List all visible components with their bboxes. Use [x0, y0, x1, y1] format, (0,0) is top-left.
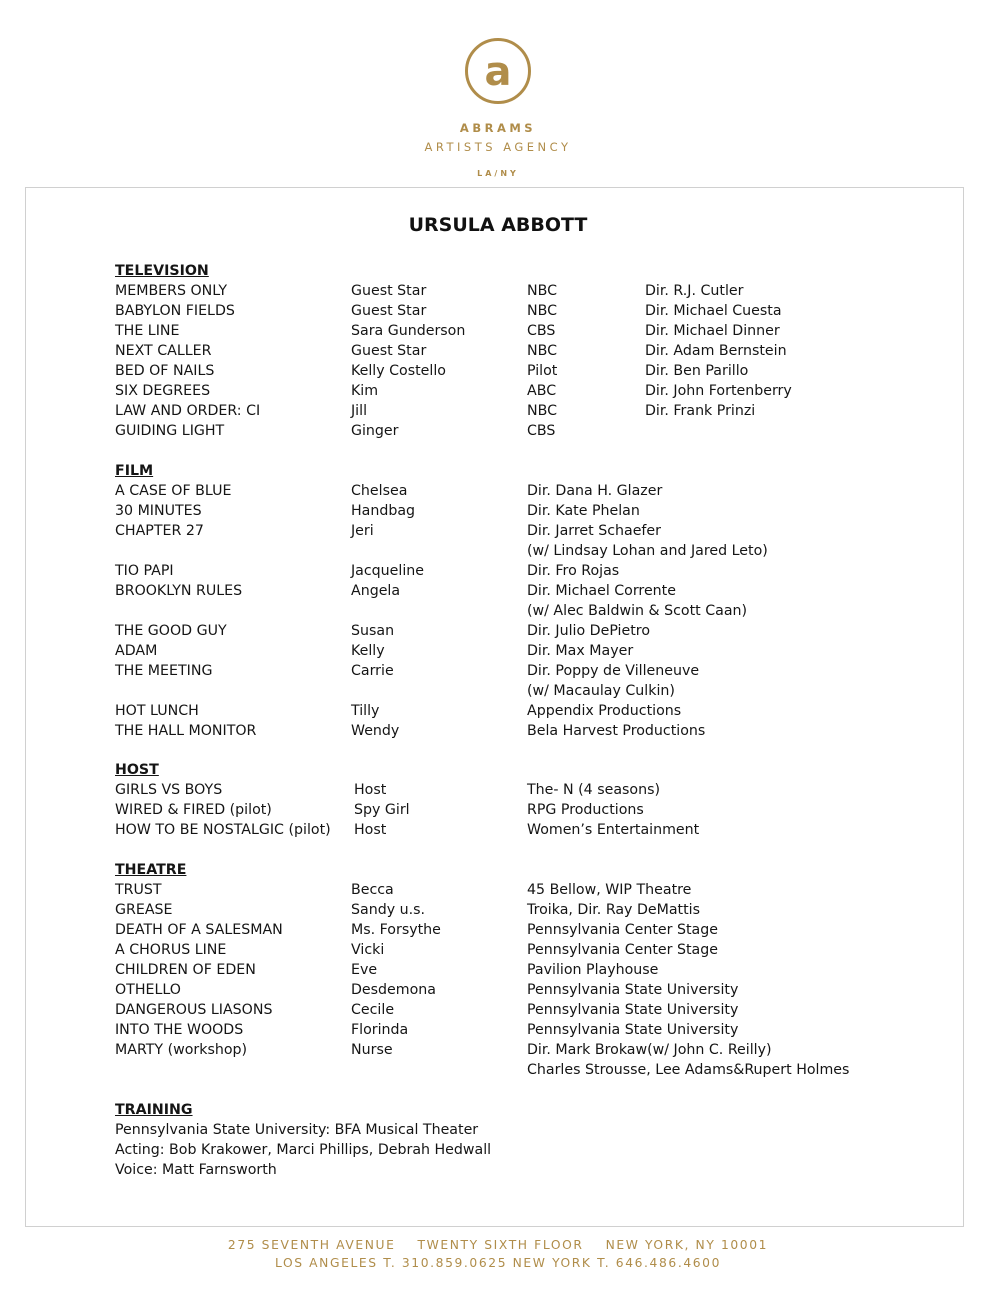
- training-line: Acting: Bob Krakower, Marci Phillips, Debrah Hedwall: [115, 1141, 492, 1158]
- film-col-3: Appendix Productions: [527, 702, 682, 719]
- theatre-credit-row: [115, 920, 875, 940]
- film-col-3: (w/ Lindsay Lohan and Jared Leto): [527, 542, 768, 559]
- theatre-credit-row: [115, 960, 875, 980]
- television-col-2: Kim: [351, 383, 379, 399]
- host-col-3: The- N (4 seasons): [527, 782, 661, 799]
- footer-floor: TWENTY SIXTH FLOOR: [417, 1238, 584, 1252]
- television-credit-row: [115, 301, 875, 321]
- television-col-2: Sara Gunderson: [351, 323, 466, 339]
- film-credit-row: [115, 701, 875, 721]
- television-col-3: NBC: [527, 343, 558, 359]
- film-credit-row: [115, 581, 875, 601]
- theatre-credit-row: [115, 1060, 875, 1080]
- footer-address: [0, 1238, 996, 1252]
- theatre-col-1: OTHELLO: [115, 982, 181, 999]
- footer-phones: LOS ANGELES T. 310.859.0625 NEW YORK T. 646.486.4600: [274, 1256, 722, 1270]
- television-credit-row: [115, 341, 875, 361]
- theatre-col-3: Pavilion Playhouse: [527, 962, 659, 979]
- film-col-1: BROOKLYN RULES: [115, 582, 243, 599]
- television-col-3: Pilot: [527, 363, 558, 379]
- theatre-col-2: Cecile: [351, 1002, 395, 1019]
- television-col-4: Dir. R.J. Cutler: [645, 283, 744, 299]
- film-col-2: Angela: [351, 582, 401, 599]
- theatre-col-3: Charles Strousse, Lee Adams&Rupert Holmes: [527, 1062, 850, 1079]
- television-credit-row: [115, 321, 875, 341]
- television-col-1: BABYLON FIELDS: [115, 303, 235, 319]
- film-col-3: Dir. Julio DePietro: [527, 622, 650, 639]
- television-col-1: LAW AND ORDER: CI: [115, 403, 261, 419]
- section-title-television: TELEVISION: [115, 263, 209, 279]
- section-title-theatre: THEATRE: [115, 862, 187, 879]
- film-col-2: Kelly: [351, 642, 385, 659]
- television-col-2: Guest Star: [351, 343, 427, 359]
- theatre-col-1: DANGEROUS LIASONS: [115, 1002, 273, 1019]
- television-col-2: Guest Star: [351, 303, 427, 319]
- television-col-3: NBC: [527, 283, 558, 299]
- film-col-2: Wendy: [351, 722, 400, 739]
- theatre-col-2: Florinda: [351, 1022, 409, 1039]
- agency-subtitle: ARTISTS AGENCY: [424, 140, 572, 154]
- theatre-col-2: Becca: [351, 882, 394, 899]
- theatre-col-1: DEATH OF A SALESMAN: [115, 922, 283, 939]
- footer-city: NEW YORK, NY 10001: [605, 1238, 769, 1252]
- film-col-2: Susan: [351, 622, 395, 639]
- film-col-3: Dir. Michael Corrente: [527, 582, 676, 599]
- film-col-3: Dir. Dana H. Glazer: [527, 482, 663, 499]
- film-col-1: HOT LUNCH: [115, 702, 199, 719]
- actor-name: URSULA ABBOTT: [408, 214, 588, 236]
- television-col-1: GUIDING LIGHT: [115, 423, 225, 439]
- theatre-col-2: Eve: [351, 962, 378, 979]
- theatre-credit-row: [115, 900, 875, 920]
- television-col-4: Dir. John Fortenberry: [645, 383, 792, 399]
- theatre-col-2: Sandy u.s.: [351, 902, 426, 919]
- theatre-credit-row: [115, 940, 875, 960]
- film-section: [115, 461, 875, 741]
- film-col-1: TIO PAPI: [115, 562, 174, 579]
- television-credit-row: [115, 381, 875, 401]
- training-section: [115, 1100, 875, 1180]
- television-section: [115, 261, 875, 441]
- host-col-1: HOW TO BE NOSTALGIC (pilot): [115, 822, 331, 839]
- television-credit-row: [115, 281, 875, 301]
- theatre-col-2: Ms. Forsythe: [351, 922, 441, 939]
- film-col-2: Chelsea: [351, 482, 408, 499]
- film-col-1: CHAPTER 27: [115, 522, 204, 539]
- theatre-credit-row: [115, 880, 875, 900]
- theatre-col-3: 45 Bellow, WIP Theatre: [527, 882, 692, 899]
- section-title-training: TRAINING: [115, 1101, 193, 1118]
- television-col-1: THE LINE: [115, 323, 180, 339]
- theatre-col-1: CHILDREN OF EDEN: [115, 962, 256, 979]
- theatre-col-2: Desdemona: [351, 982, 436, 999]
- television-col-3: CBS: [527, 323, 556, 339]
- television-credit-row: [115, 401, 875, 421]
- theatre-col-1: INTO THE WOODS: [115, 1022, 244, 1039]
- film-col-2: Carrie: [351, 662, 394, 679]
- theatre-credit-row: [115, 980, 875, 1000]
- film-col-2: Jacqueline: [351, 562, 425, 579]
- theatre-col-3: Dir. Mark Brokaw(w/ John C. Reilly): [527, 1042, 772, 1059]
- theatre-col-3: Pennsylvania State University: [527, 1002, 739, 1019]
- film-col-3: Bela Harvest Productions: [527, 722, 706, 739]
- film-credit-row: [115, 521, 875, 541]
- theatre-col-2: Nurse: [351, 1042, 393, 1059]
- theatre-col-1: GREASE: [115, 902, 173, 919]
- training-line: Voice: Matt Farnsworth: [115, 1161, 277, 1178]
- film-credit-row: [115, 561, 875, 581]
- agency-locations: LA/NY: [477, 169, 519, 178]
- film-col-1: ADAM: [115, 642, 158, 659]
- theatre-col-1: TRUST: [115, 882, 162, 899]
- film-credit-row: [115, 541, 875, 561]
- film-col-2: Tilly: [351, 702, 380, 719]
- film-col-3: Dir. Fro Rojas: [527, 562, 620, 579]
- footer-street: 275 SEVENTH AVENUE: [227, 1238, 396, 1252]
- theatre-section: [115, 860, 875, 1080]
- film-credit-row: [115, 481, 875, 501]
- television-col-2: Jill: [351, 403, 368, 419]
- television-col-1: SIX DEGREES: [115, 383, 211, 399]
- television-col-1: BED OF NAILS: [115, 363, 215, 379]
- theatre-col-3: Pennsylvania State University: [527, 1022, 739, 1039]
- television-credit-row: [115, 421, 875, 441]
- film-col-1: THE GOOD GUY: [115, 622, 227, 639]
- film-col-3: (w/ Alec Baldwin & Scott Caan): [527, 602, 748, 619]
- film-col-1: A CASE OF BLUE: [115, 482, 232, 499]
- film-col-3: Dir. Jarret Schaefer: [527, 522, 661, 539]
- resume-content: [115, 261, 875, 1199]
- host-col-3: RPG Productions: [527, 802, 644, 819]
- television-credit-row: [115, 361, 875, 381]
- theatre-col-3: Pennsylvania Center Stage: [527, 942, 718, 959]
- film-credit-row: [115, 661, 875, 681]
- film-credit-row: [115, 721, 875, 741]
- film-credit-row: [115, 621, 875, 641]
- theatre-col-3: Troika, Dir. Ray DeMattis: [527, 902, 701, 919]
- theatre-col-1: MARTY (workshop): [115, 1042, 248, 1059]
- television-col-2: Ginger: [351, 423, 399, 439]
- television-col-1: NEXT CALLER: [115, 343, 212, 359]
- theatre-col-1: A CHORUS LINE: [115, 942, 227, 959]
- host-col-1: GIRLS VS BOYS: [115, 782, 223, 799]
- host-col-3: Women’s Entertainment: [527, 822, 700, 839]
- television-col-4: Dir. Frank Prinzi: [645, 403, 756, 419]
- host-credit-row: [115, 820, 875, 840]
- theatre-credit-row: [115, 1040, 875, 1060]
- agency-logo: [464, 37, 532, 105]
- film-col-3: Dir. Max Mayer: [527, 642, 634, 659]
- film-col-3: Dir. Poppy de Villeneuve: [527, 662, 700, 679]
- training-line: Pennsylvania State University: BFA Musical Theater: [115, 1121, 479, 1138]
- television-col-4: Dir. Michael Cuesta: [645, 303, 782, 319]
- television-col-4: Dir. Michael Dinner: [645, 323, 780, 339]
- film-col-3: Dir. Kate Phelan: [527, 502, 640, 519]
- section-title-film: FILM: [115, 462, 154, 479]
- host-col-2: Spy Girl: [354, 802, 410, 819]
- section-title-host: HOST: [115, 762, 159, 779]
- theatre-credit-row: [115, 1000, 875, 1020]
- television-col-4: Dir. Ben Parillo: [645, 363, 749, 379]
- television-col-3: NBC: [527, 403, 558, 419]
- film-col-2: Jeri: [351, 522, 374, 539]
- theatre-credit-row: [115, 1020, 875, 1040]
- television-col-3: CBS: [527, 423, 556, 439]
- film-credit-row: [115, 681, 875, 701]
- host-credit-row: [115, 800, 875, 820]
- film-col-2: Handbag: [351, 502, 416, 519]
- television-col-3: NBC: [527, 303, 558, 319]
- host-credit-row: [115, 780, 875, 800]
- host-col-1: WIRED & FIRED (pilot): [115, 802, 272, 819]
- host-section: [115, 760, 875, 840]
- film-credit-row: [115, 601, 875, 621]
- film-col-3: (w/ Macaulay Culkin): [527, 682, 675, 699]
- film-col-1: THE HALL MONITOR: [115, 722, 257, 739]
- host-col-2: Host: [354, 782, 387, 799]
- film-credit-row: [115, 641, 875, 661]
- film-credit-row: [115, 501, 875, 521]
- television-col-1: MEMBERS ONLY: [115, 283, 227, 299]
- television-col-3: ABC: [527, 383, 557, 399]
- theatre-col-2: Vicki: [351, 942, 385, 959]
- theatre-col-3: Pennsylvania Center Stage: [527, 922, 718, 939]
- television-col-4: Dir. Adam Bernstein: [645, 343, 787, 359]
- television-col-2: Guest Star: [351, 283, 427, 299]
- film-col-1: 30 MINUTES: [115, 502, 202, 519]
- film-col-1: THE MEETING: [115, 662, 213, 679]
- logo-letter: a: [484, 49, 512, 95]
- host-col-2: Host: [354, 822, 387, 839]
- television-col-2: Kelly Costello: [351, 363, 446, 379]
- theatre-col-3: Pennsylvania State University: [527, 982, 739, 999]
- agency-name: ABRAMS: [459, 121, 537, 135]
